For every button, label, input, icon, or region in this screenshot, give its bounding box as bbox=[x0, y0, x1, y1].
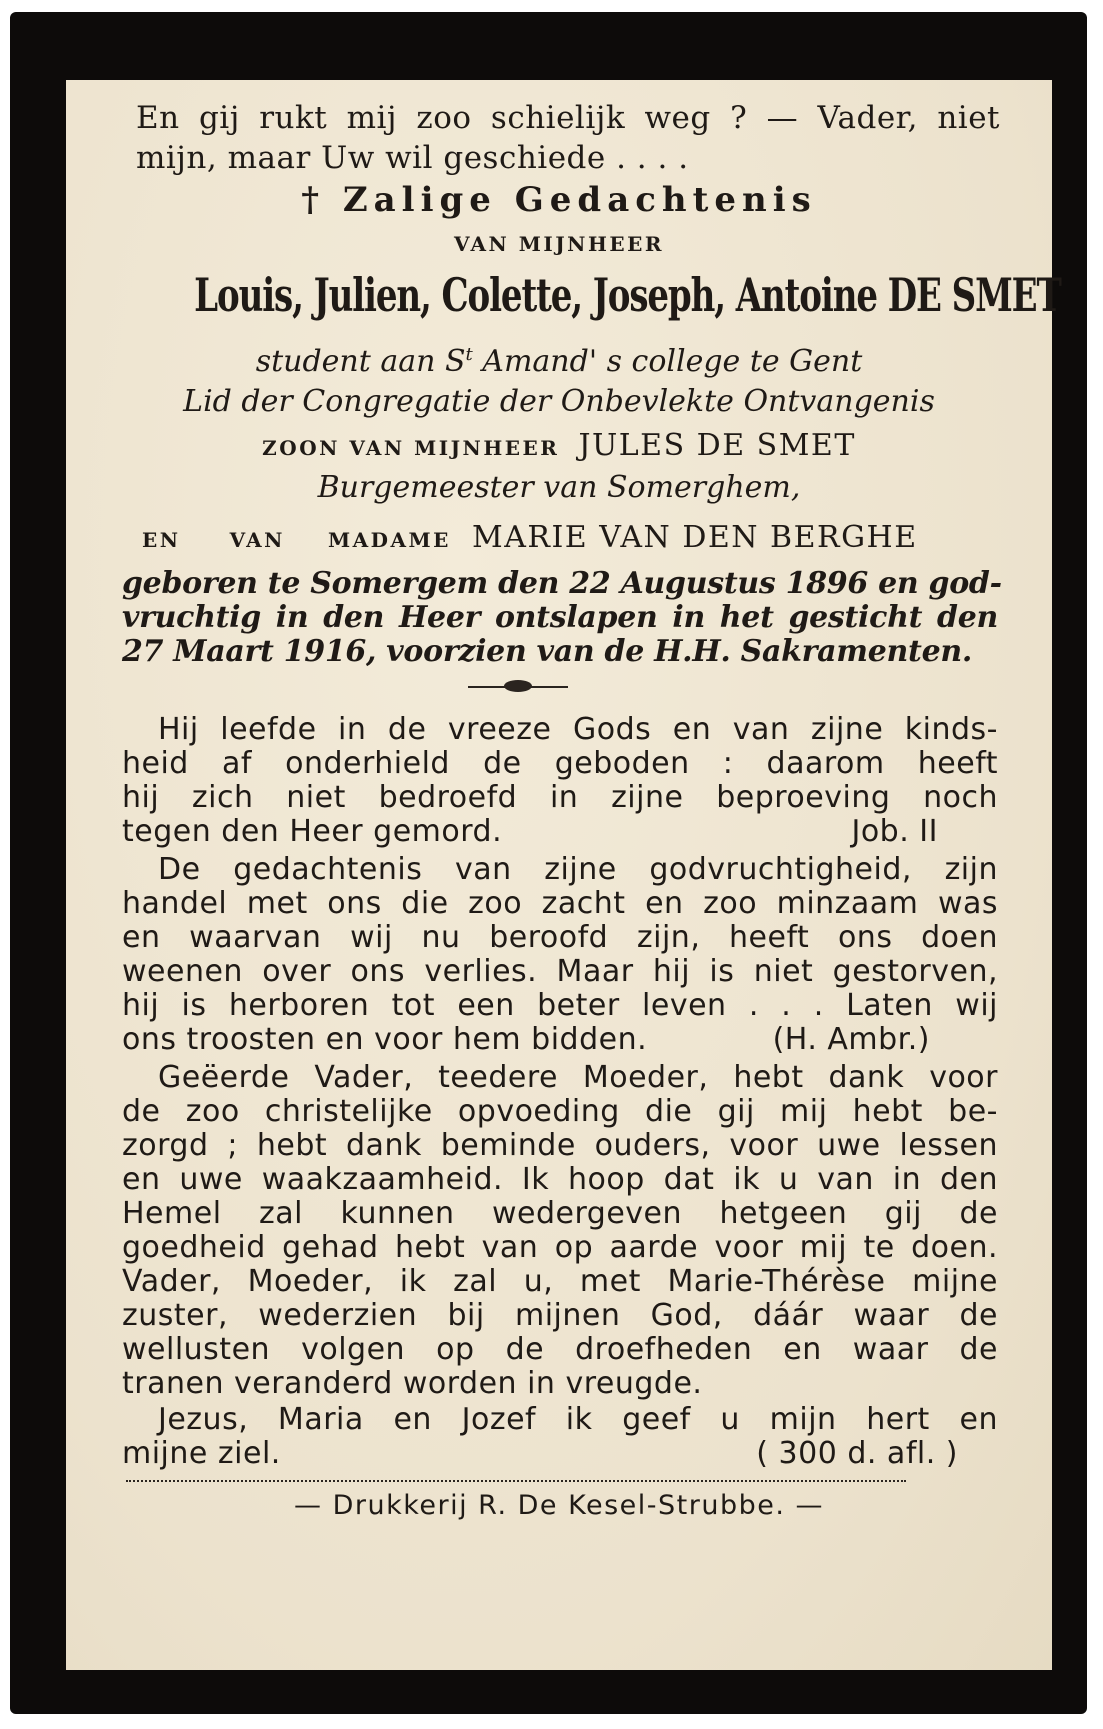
paragraph1-line-1: Hij leefde in de vreeze Gods en van zijne kinds- bbox=[158, 712, 998, 747]
mother-prefix-en: EN bbox=[142, 528, 181, 552]
prayer-last-text: mijne ziel. bbox=[122, 1436, 281, 1471]
paragraph1-line-3: hij zich niet bedroefd in zijne beproeving noch bbox=[122, 780, 998, 815]
paragraph2-line-5: hij is herboren tot een beter leven . . . Laten wij bbox=[122, 988, 998, 1023]
student-suffix: Amand' s college te Gent bbox=[472, 344, 863, 379]
congregation-line: Lid der Congregatie der Onbevlekte Ontvangenis bbox=[183, 384, 935, 419]
paragraph2-line-4: weenen over ons verlies. Maar hij is niet gestorven, bbox=[122, 954, 998, 989]
student-line bbox=[66, 344, 1052, 379]
paragraph2-line-3: en waarvan wij nu beroofd zijn, heeft ons doen bbox=[122, 920, 998, 955]
paragraph2-last bbox=[122, 1022, 998, 1057]
paragraph3-line-7: Vader, Moeder, ik zal u, met Marie-Thérèse mijne bbox=[122, 1264, 998, 1299]
opening-line-1: En gij rukt mij zoo schielijk weg ? — Vader, niet bbox=[136, 100, 1000, 136]
memorial-card-paper bbox=[66, 80, 1061, 1670]
paragraph3-line-1: Geëerde Vader, teedere Moeder, hebt dank voor bbox=[158, 1060, 998, 1095]
father-role: Burgemeester van Somerghem, bbox=[317, 470, 801, 505]
ornament-center bbox=[504, 680, 532, 692]
mother-prefix-madame: MADAME bbox=[327, 528, 451, 552]
father-name: JULES DE SMET bbox=[578, 428, 856, 463]
mother-name: MARIE VAN DEN BERGHE bbox=[471, 520, 918, 555]
heading-van-mijnheer: VAN MIJNHEER bbox=[454, 232, 664, 256]
paragraph3-line-5: Hemel zal kunnen wedergeven hetgeen gij de bbox=[122, 1196, 998, 1231]
father-line bbox=[66, 428, 1052, 463]
birth-line-3: 27 Maart 1916, voorzien van de H.H. Sakramenten. bbox=[122, 634, 973, 669]
dotted-divider bbox=[126, 1480, 906, 1482]
paragraph1-last-text: tegen den Heer gemord. bbox=[122, 814, 503, 849]
heading-title: † Zalige Gedachtenis bbox=[301, 180, 817, 220]
paragraph3-line-9: wellusten volgen op de droefheden en waar de bbox=[122, 1332, 998, 1367]
printer-credit: — Drukkerij R. De Kesel-Strubbe. — bbox=[293, 1490, 825, 1521]
memorial-card-border bbox=[10, 12, 1087, 1714]
mother-line bbox=[142, 520, 1002, 555]
paragraph2-source: (H. Ambr.) bbox=[772, 1022, 930, 1057]
birth-line-1: geboren te Somergem den 22 Augustus 1896 en god- bbox=[122, 566, 1002, 601]
paragraph1-source: Job. II bbox=[851, 814, 938, 849]
prayer-last bbox=[122, 1436, 998, 1471]
paragraph3-line-8: zuster, wederzien bij mijnen God, dáár waar de bbox=[122, 1298, 998, 1333]
paragraph2-line-2: handel met ons die zoo zacht en zoo minzaam was bbox=[122, 886, 998, 921]
paragraph3-last: tranen veranderd worden in vreugde. bbox=[122, 1366, 703, 1401]
opening-line-2: mijn, maar Uw wil geschiede . . . . bbox=[136, 140, 689, 176]
paragraph3-line-6: goedheid gehad hebt van op aarde voor mij te doen. bbox=[122, 1230, 998, 1265]
student-prefix: student aan S bbox=[255, 344, 466, 379]
paragraph2-last-text: ons troosten en voor hem bidden. bbox=[122, 1022, 648, 1057]
deceased-name: Louis, Julien, Colette, Joseph, Antoine DE SMET bbox=[194, 268, 1061, 322]
birth-line-2: vruchtig in den Heer ontslapen in het gesticht den bbox=[122, 600, 998, 635]
paragraph3-line-3: zorgd ; hebt dank beminde ouders, voor uwe lessen bbox=[122, 1128, 998, 1163]
prayer-line-1: Jezus, Maria en Jozef ik geef u mijn hert en bbox=[158, 1402, 998, 1437]
paragraph1-line-2: heid af onderhield de geboden : daarom heeft bbox=[122, 746, 998, 781]
paragraph1-last bbox=[122, 814, 998, 849]
paragraph3-line-2: de zoo christelijke opvoeding die gij mij hebt be- bbox=[122, 1094, 998, 1129]
mother-prefix-van: VAN bbox=[229, 528, 285, 552]
paragraph2-line-1: De gedachtenis van zijne godvruchtigheid, zijn bbox=[158, 852, 998, 887]
father-prefix: ZOON VAN MIJNHEER bbox=[262, 436, 560, 460]
paragraph3-line-4: en uwe waakzaamheid. Ik hoop dat ik u van in den bbox=[122, 1162, 998, 1197]
student-superscript: t bbox=[465, 344, 473, 366]
prayer-source: ( 300 d. afl. ) bbox=[756, 1436, 958, 1471]
